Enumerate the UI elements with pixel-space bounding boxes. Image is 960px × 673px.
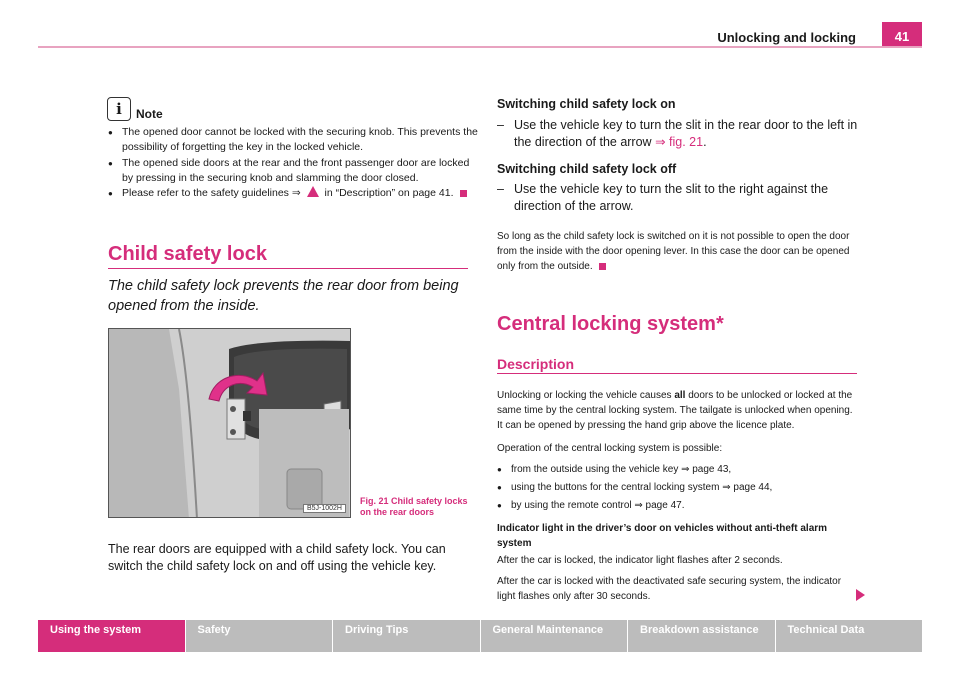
next-page-arrow-icon[interactable] <box>856 589 865 601</box>
heading-rule <box>108 268 468 269</box>
subheading-rule <box>497 373 857 374</box>
note-bullet-ref <box>108 186 482 201</box>
note-bullet: ● The opened side doors at the rear and the front passenger door are locked by pressing in the securing knob and slamming the door closed. <box>108 156 482 186</box>
p1-text-a: Unlocking or locking the vehicle causes <box>497 390 675 401</box>
step-dash: – <box>497 118 504 132</box>
footer-tab-driving-tips[interactable]: Driving Tips <box>333 620 481 652</box>
figure-code: B5J-1002H <box>303 504 346 513</box>
door-illustration <box>109 329 351 518</box>
central-paragraph-4: After the car is locked with the deactivated safe securing system, the indicator light flashes only after 30 seconds. <box>497 576 842 602</box>
central-paragraph-1 <box>497 388 859 433</box>
ref-arrow: ⇒ <box>655 135 666 149</box>
footer-tab-safety[interactable]: Safety <box>186 620 334 652</box>
section-end-marker <box>460 190 467 197</box>
section-end-marker <box>599 263 606 270</box>
step-dash: – <box>497 182 504 196</box>
figure-child-safety-lock <box>108 328 351 518</box>
note-bullet-text: Please refer to the safety guidelines <box>122 187 289 199</box>
ref-arrow: ⇒ <box>291 187 301 199</box>
child-lock-note <box>497 229 859 274</box>
p1-text-b: doors to be unlocked or locked at the same time by the central locking system. The tailgate is unlocked when opening. It can be opened by pressing the hand grip above the licence plate. <box>497 390 853 431</box>
footer-tab-using-the-system[interactable]: Using the system <box>38 620 186 652</box>
warning-triangle-icon <box>307 186 319 197</box>
central-paragraph-2: Operation of the central locking system is possible: <box>497 443 723 454</box>
indicator-light-title: Indicator light in the driver’s door on vehicles without anti-theft alarm system <box>497 523 828 549</box>
footer-tab-breakdown-assistance[interactable]: Breakdown assistance <box>628 620 776 652</box>
switch-on-text: Use the vehicle key to turn the slit in the rear door to the left in the direction of the arrow <box>514 118 858 149</box>
switch-off-step <box>497 181 859 215</box>
ref-suffix[interactable]: in “Description” on page 41. <box>324 187 454 199</box>
switch-on-title: Switching child safety lock on <box>497 97 676 111</box>
child-lock-note-text: So long as the child safety lock is switched on it is not possible to open the door from the inside with the door opening lever. In this case the door can be opened only from the outside. <box>497 231 850 272</box>
child-safety-lock-heading: Child safety lock <box>108 243 267 265</box>
central-paragraph-3: After the car is locked, the indicator light flashes after 2 seconds. <box>497 555 783 566</box>
description-subheading: Description <box>497 356 575 372</box>
figure-caption-line1: Fig. 21 Child safety locks <box>360 496 468 506</box>
footer-nav <box>38 620 922 652</box>
note-bullet: ● The opened door cannot be locked with the securing knob. This prevents the possibility of forgetting the key in the locked vehicle. <box>108 125 482 155</box>
central-bullet: ● using the buttons for the central locking system ⇒ page 44, <box>497 480 861 495</box>
info-note-icon: i <box>107 97 131 121</box>
header-rule <box>38 46 922 48</box>
central-locking-heading: Central locking system* <box>497 313 724 335</box>
figure-caption-line2: on the rear doors <box>360 507 435 517</box>
note-title: Note <box>136 107 163 121</box>
child-lock-body: The rear doors are equipped with a child safety lock. You can switch the child safety lock on and off using the vehicle key. <box>108 542 446 573</box>
central-bullet: ● from the outside using the vehicle key ⇒ page 43, <box>497 462 861 477</box>
page-number: 41 <box>882 22 922 48</box>
section-intro: The child safety lock prevents the rear door from being opened from the inside. <box>108 278 459 314</box>
figure-reference-link[interactable]: fig. 21 <box>669 135 704 149</box>
footer-tab-technical-data[interactable]: Technical Data <box>776 620 923 652</box>
footer-tab-general-maintenance[interactable]: General Maintenance <box>481 620 629 652</box>
p1-bold: all <box>674 390 686 401</box>
switch-off-text: Use the vehicle key to turn the slit to the right against the direction of the arrow. <box>514 182 829 213</box>
switch-off-title: Switching child safety lock off <box>497 162 677 176</box>
switch-on-step: – Use the vehicle key to turn the slit in the rear door to the left in the direction of the arrow ⇒ fig. 21. <box>497 118 858 149</box>
running-header-title: Unlocking and locking <box>717 30 856 45</box>
central-bullet: ● by using the remote control ⇒ page 47. <box>497 498 861 513</box>
